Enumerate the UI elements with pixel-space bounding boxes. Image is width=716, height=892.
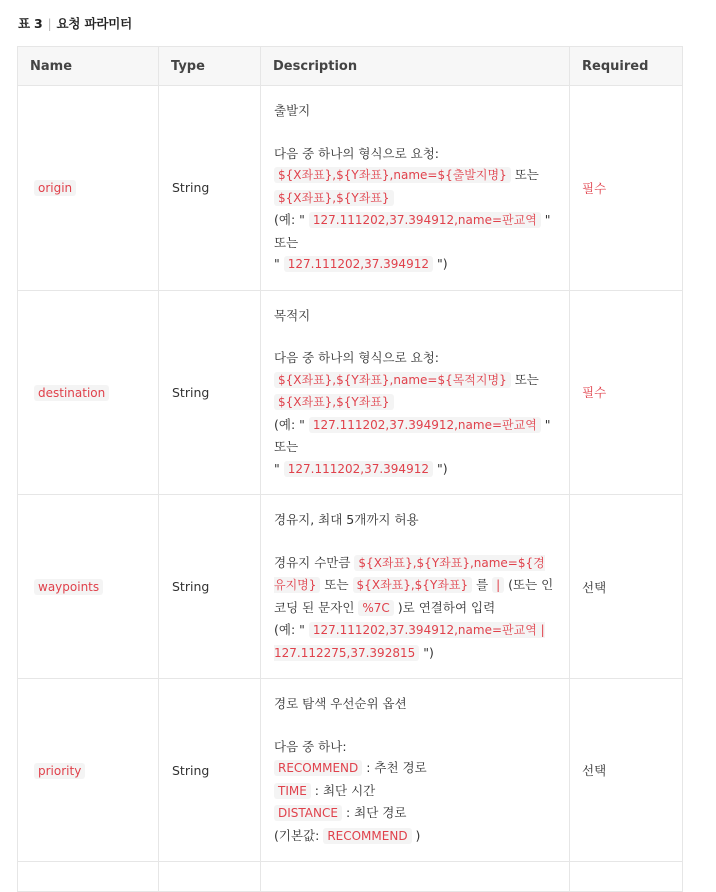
table-caption (18, 14, 132, 32)
table-header-row (18, 47, 683, 86)
default-end: ) (415, 827, 421, 843)
default-code: RECOMMEND (323, 828, 411, 844)
table-row (18, 86, 683, 291)
param-name-cell (18, 495, 159, 679)
format-code: ${X좌표},${Y좌표},name=${출발지명} (274, 167, 511, 183)
description-title: 출발지 (274, 103, 311, 118)
description-intro: 다음 중 하나의 형식으로 요청: (274, 145, 440, 161)
table-row (18, 290, 683, 495)
header-description: Description (261, 47, 570, 86)
format-code: ${X좌표},${Y좌표} (353, 577, 473, 593)
or-text: 또는 (324, 577, 349, 592)
example-or: " 또는 (274, 212, 551, 250)
example-end: ") (423, 644, 434, 660)
header-required: Required (570, 47, 683, 86)
table-row (18, 495, 683, 679)
example-prefix: (예: " (274, 622, 305, 637)
description-intro: 다음 중 하나의 형식으로 요청: (274, 350, 440, 365)
example-code: 127.111202,37.394912,name=판교역 | 127.112275,37.392815 (274, 623, 545, 660)
example-quote: " (274, 256, 280, 271)
particle-text: 를 (476, 577, 489, 592)
or-text: 또는 (514, 371, 539, 387)
format-code: ${X좌표},${Y좌표} (274, 394, 394, 410)
option-code: DISTANCE (274, 805, 342, 821)
example-code: 127.111202,37.394912,name=판교역 (309, 212, 541, 228)
or-text: 또는 (514, 167, 539, 182)
format-code: ${X좌표},${Y좌표} (274, 190, 394, 206)
description-title: 경유지, 최대 5개까지 허용 (274, 512, 419, 527)
param-name: destination (34, 385, 109, 401)
param-name-cell (18, 86, 159, 291)
param-required: 필수 (570, 290, 683, 495)
description-title: 목적지 (274, 307, 311, 323)
param-required: 선택 (570, 495, 683, 679)
param-name: waypoints (34, 579, 103, 595)
param-name-cell (18, 290, 159, 495)
default-prefix: (기본값: (274, 827, 320, 843)
partial-cell (570, 862, 683, 892)
format-code: ${X좌표},${Y좌표},name=${경유지명} (274, 555, 545, 592)
param-name: origin (34, 180, 76, 196)
table-row (18, 679, 683, 862)
option-code: TIME (274, 783, 311, 799)
example-end: ") (436, 256, 448, 271)
partial-cell (159, 862, 261, 892)
header-name: Name (18, 47, 159, 86)
pipe-code: | (492, 577, 504, 593)
partial-cell (261, 862, 570, 892)
caption-divider: | (47, 16, 52, 31)
format-code: ${X좌표},${Y좌표},name=${목적지명} (274, 372, 511, 388)
encoded-note: (또는 인코딩 된 문자인 (274, 577, 554, 615)
param-description (261, 679, 570, 862)
description-title: 경로 탐색 우선순위 옵션 (274, 696, 407, 711)
param-type: String (159, 679, 261, 862)
table-title: 요청 파라미터 (56, 16, 132, 31)
example-or: " 또는 (274, 416, 551, 454)
param-name: priority (34, 763, 85, 779)
partial-cell (18, 862, 159, 892)
description-intro: 경유지 수만큼 (274, 554, 351, 570)
param-description (261, 495, 570, 679)
option-desc: : 최단 시간 (314, 782, 376, 798)
example-code: 127.111202,37.394912,name=판교역 (309, 417, 541, 433)
table-row-partial (18, 862, 683, 892)
example-code: 127.111202,37.394912 (284, 256, 433, 272)
option-code: RECOMMEND (274, 760, 362, 776)
join-note: )로 연결하여 입력 (397, 599, 496, 615)
param-type: String (159, 86, 261, 291)
encoded-code: %7C (358, 600, 393, 616)
example-end: ") (436, 460, 448, 476)
param-type: String (159, 495, 261, 679)
header-type: Type (159, 47, 261, 86)
description-intro: 다음 중 하나: (274, 738, 347, 754)
option-desc: : 최단 경로 (345, 805, 407, 820)
example-quote: " (274, 460, 280, 476)
example-prefix: (예: " (274, 416, 305, 432)
param-required: 필수 (570, 86, 683, 291)
example-code: 127.111202,37.394912 (284, 461, 433, 477)
request-parameters-table (17, 46, 683, 892)
param-description (261, 86, 570, 291)
option-desc: : 추천 경로 (366, 760, 427, 775)
table-number: 표 3 (18, 16, 43, 31)
param-type: String (159, 290, 261, 495)
param-description (261, 290, 570, 495)
example-prefix: (예: " (274, 212, 305, 227)
param-required: 선택 (570, 679, 683, 862)
param-name-cell (18, 679, 159, 862)
